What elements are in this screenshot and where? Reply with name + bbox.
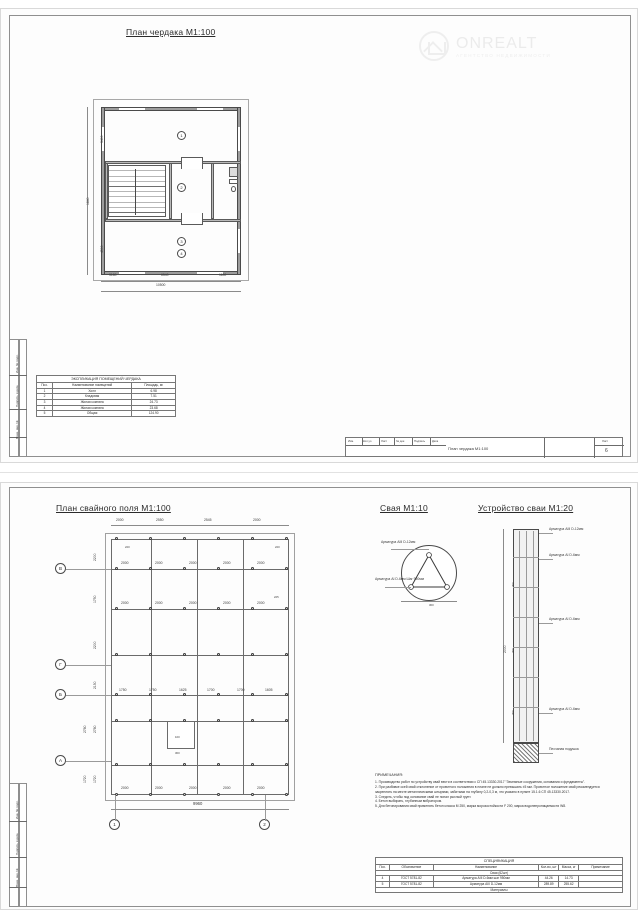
pile-marker — [149, 653, 152, 656]
pile-marker — [149, 567, 152, 570]
dim-r2-1: 2000 — [155, 601, 163, 605]
notes-title: ПРИМЕЧАНИЯ: — [375, 773, 404, 777]
dim-r3-3: 1700 — [207, 688, 215, 692]
dim-left-7: 1720 — [93, 775, 97, 783]
stamp-div-4 — [346, 445, 446, 446]
note-item-4: 4. Бетон выбирать, глубинным вибратором. — [375, 799, 442, 804]
dim-r1-2: 2000 — [189, 561, 197, 565]
s2-strip-div-b — [9, 857, 27, 858]
spec-cell-designation: ГОСТ 5781-82 — [389, 881, 433, 887]
small-mark-0: 220 — [125, 545, 130, 549]
pile-marker — [149, 607, 152, 610]
device-dim-1: 400 — [511, 582, 515, 587]
stamp-c4 — [412, 438, 413, 445]
cell-area: 6.98 — [132, 388, 176, 394]
stair-treads — [109, 166, 165, 216]
spec-footer-row — [376, 887, 623, 893]
stamp-col-3: № док. — [396, 439, 405, 443]
pile-marker — [251, 653, 254, 656]
pile-marker — [115, 653, 118, 656]
dim-top-2: 2545 — [204, 518, 212, 522]
dim-r3-0: 1750 — [119, 688, 127, 692]
s2-strip-div-c — [9, 887, 27, 888]
small-mark-3: 100 — [175, 735, 180, 739]
pile-plan-grid — [111, 539, 289, 795]
pile-marker — [115, 719, 118, 722]
spec-cell-pos: 4 — [376, 876, 390, 882]
spec-cell-mass: 255.62 — [559, 881, 579, 887]
sand-cushion — [513, 743, 539, 763]
pile-marker — [251, 793, 254, 796]
window-right-2 — [237, 229, 241, 253]
room-number-2: 2 — [177, 183, 186, 192]
partition-v1 — [169, 163, 172, 219]
spec-col-designation: Обозначение — [389, 865, 433, 871]
spec-cell-qty: 44.26 — [539, 876, 559, 882]
pile-marker — [285, 653, 288, 656]
rebar-line-3 — [533, 531, 534, 741]
stirrup — [513, 617, 539, 618]
pile-marker — [285, 693, 288, 696]
attic-room-schedule — [36, 375, 176, 417]
pile-marker — [183, 719, 186, 722]
dim-top-1: 2550 — [156, 518, 164, 522]
dim-bottom-line — [111, 809, 289, 810]
stamp-sheet-title: План чердака М1:100 — [448, 446, 489, 451]
spec-col-qty: Кол-во, шт — [539, 865, 559, 871]
dev-leader-3 — [539, 713, 553, 714]
axis-leader-2 — [265, 795, 266, 821]
pile-marker — [115, 763, 118, 766]
pile-label-3: 300 — [429, 603, 434, 607]
room-number-1: 1 — [177, 131, 186, 140]
axis-circle-g: Г — [55, 659, 66, 670]
fixture-block — [229, 167, 238, 177]
col-area: Площадь, м² — [132, 383, 176, 389]
spec-cell-designation: ГОСТ 5781-82 — [389, 876, 433, 882]
partition-h1 — [105, 161, 241, 164]
dim-r1-3: 2000 — [223, 561, 231, 565]
dim-r4-3: 2000 — [223, 786, 231, 790]
cell-pos: 2 — [37, 394, 53, 400]
cell-pos: 5 — [37, 411, 53, 417]
pile-dim-line — [401, 601, 457, 602]
sheet1-title: План чердака М1:100 — [126, 27, 216, 37]
pile-marker — [251, 763, 254, 766]
specification-title: СПЕЦИФИКАЦИЯ — [375, 857, 623, 864]
dim-r4-0: 2000 — [121, 786, 129, 790]
sheet2-pile-title: Свая М1:10 — [380, 503, 428, 513]
device-dim-3: 300 — [511, 710, 515, 715]
stirrup — [513, 647, 539, 648]
pile-marker — [217, 607, 220, 610]
stirrup — [513, 677, 539, 678]
sheet2-margin-label-2: Инв. № подл. — [15, 800, 19, 819]
sheet-attic-plan — [0, 8, 638, 463]
sheet1-margin-label-1: Подпись и дата — [15, 385, 19, 407]
note-item-1: 1. Производство работ по устройству свай вести в соответствии с СП 45.13330.2017 "Земляные сооружения, основания и фундаменты". — [375, 779, 586, 784]
corridor-niche-2 — [181, 213, 203, 225]
small-mark-2: 225 — [274, 595, 279, 599]
axis-leader-b — [66, 695, 111, 696]
dim-left-2: 1840 — [86, 197, 90, 205]
dim-r3-5: 1605 — [265, 688, 273, 692]
fixture-block-2 — [229, 179, 238, 184]
pile-marker — [285, 567, 288, 570]
pile-marker — [285, 537, 288, 540]
spec-footer-label: Материалы — [376, 887, 623, 893]
dim-top-3: 2000 — [253, 518, 261, 522]
axis-circle-a: А — [55, 755, 66, 766]
dim-bottom-1: 3180 — [109, 273, 117, 277]
spec-cell-name: Арматура АIII D-6мм шаг 950мм — [433, 876, 538, 882]
window-top-2 — [197, 107, 223, 111]
dim-bottom-2: 6540 — [161, 273, 169, 277]
spec-cell-name: Арматура АIII D-12мм — [433, 881, 538, 887]
pile-col-line-1 — [151, 539, 152, 795]
sheet2-margin-label-0: Взам. инв. № — [15, 868, 19, 887]
stamp-col-4: Подпись — [414, 439, 426, 443]
small-mark-4: 300 — [175, 751, 180, 755]
pile-marker — [115, 693, 118, 696]
sheet2-device-title: Устройство сваи М1:20 — [478, 503, 574, 513]
dim-overall-width: 10500 — [156, 283, 166, 287]
spec-group-label: Свая (62шт) — [376, 870, 623, 876]
device-dim-2: 300 — [511, 648, 515, 653]
cell-area: 24.73 — [132, 399, 176, 405]
dim-left-5: 2780 — [93, 725, 97, 733]
pile-marker — [285, 607, 288, 610]
stamp-c5 — [430, 438, 431, 445]
pile-marker — [251, 537, 254, 540]
small-mark-1: 220 — [275, 545, 280, 549]
pile-marker — [217, 693, 220, 696]
pile-marker — [251, 693, 254, 696]
dev-leader-2 — [539, 623, 553, 624]
dim-bottom-3: 1180 — [219, 273, 227, 277]
sheet2-margin-strip-2 — [19, 783, 27, 907]
table-row — [37, 411, 176, 417]
spec-cell-pos: 5 — [376, 881, 390, 887]
pile-marker — [183, 693, 186, 696]
rebar-line-2 — [526, 531, 527, 741]
axis-circle-2: 2 — [259, 819, 270, 830]
stamp-c2 — [379, 438, 380, 445]
device-label-1: Арматура АI D-6мм — [549, 553, 580, 557]
fixture-sink — [231, 186, 236, 192]
strip-div-b — [9, 409, 27, 410]
dim-left-2: 2200 — [93, 641, 97, 649]
pile-marker — [115, 537, 118, 540]
dim-left-3: 4500 — [100, 245, 104, 253]
dim-left-6: 1720 — [83, 775, 87, 783]
stamp-div-1 — [544, 438, 545, 458]
pile-marker — [217, 567, 220, 570]
spec-col-note: Примечание — [579, 865, 623, 871]
dim-r3-4: 1700 — [237, 688, 245, 692]
spec-col-mass: Масса, кг — [559, 865, 579, 871]
dim-left-3: 2150 — [93, 681, 97, 689]
dim-r4-2: 2000 — [189, 786, 197, 790]
stair-center-line — [135, 169, 136, 215]
device-label-4: Песчаная подушка — [549, 747, 579, 751]
partition-h2 — [105, 219, 241, 222]
dim-line-bottom-2 — [101, 281, 241, 282]
sheet-separator — [0, 472, 638, 473]
dim-top-0: 2000 — [116, 518, 124, 522]
axis-circle-1: 1 — [109, 819, 120, 830]
dim-left-4: 2780 — [83, 725, 87, 733]
sheet-pile-field — [0, 482, 638, 910]
device-dim-line — [503, 529, 504, 743]
dim-line-left — [87, 107, 88, 275]
pile-marker — [149, 693, 152, 696]
pile-row-line-1 — [111, 569, 289, 570]
spec-cell-qty: 289.89 — [539, 881, 559, 887]
axis-leader-v — [66, 569, 111, 570]
note-item-3: 3. Следить, чтобы под основание свай не попал рыхлый грунт. — [375, 794, 472, 799]
spec-cell-mass: 14.73 — [559, 876, 579, 882]
pile-marker — [251, 607, 254, 610]
dev-leader-1 — [539, 559, 553, 560]
axis-circle-b: Б — [55, 689, 66, 700]
dim-r2-0: 2000 — [121, 601, 129, 605]
cell-area: 23.68 — [132, 405, 176, 411]
stamp-col-2: Лист — [381, 439, 388, 443]
pile-marker — [217, 537, 220, 540]
dim-left-0: 2200 — [93, 553, 97, 561]
pile-marker — [183, 653, 186, 656]
cell-area: 7.51 — [132, 394, 176, 400]
room-number-4: 4 — [177, 249, 186, 258]
s2-strip-div-a — [9, 821, 27, 822]
dim-r3-2: 1625 — [179, 688, 187, 692]
dim-left-1: 3400 — [100, 135, 104, 143]
stamp-c3 — [394, 438, 395, 445]
spec-col-pos: Поз. — [376, 865, 390, 871]
room-number-3: 3 — [177, 237, 186, 246]
notes-block — [375, 773, 610, 809]
pile-marker — [217, 719, 220, 722]
stamp-div-2 — [594, 438, 595, 458]
pile-row-line-4 — [111, 695, 289, 696]
pile-marker — [285, 793, 288, 796]
axis-leader-g — [66, 665, 111, 666]
pile-marker — [217, 653, 220, 656]
pile-marker — [183, 763, 186, 766]
cell-area: 124.90 — [132, 411, 176, 417]
spec-col-name: Наименование — [433, 865, 538, 871]
dev-leader-4 — [539, 753, 553, 754]
window-right-1 — [237, 127, 241, 151]
cell-pos: 1 — [37, 388, 53, 394]
cell-pos: 4 — [37, 405, 53, 411]
dim-r1-4: 2000 — [257, 561, 265, 565]
pile-row-line-3 — [111, 655, 289, 656]
stamp-col-1: Кол.уч. — [363, 439, 373, 443]
col-pos: Поз. — [37, 383, 53, 389]
dim-left-1: 1750 — [93, 595, 97, 603]
strip-div-a — [9, 375, 27, 376]
pile-marker — [115, 567, 118, 570]
device-label-2: Арматура АI D-6мм — [549, 617, 580, 621]
dim-top-chain — [111, 525, 289, 526]
partition-v2 — [211, 163, 214, 219]
window-top-1 — [119, 107, 145, 111]
pile-marker — [183, 537, 186, 540]
pile-marker — [251, 719, 254, 722]
watermark-brand: ONREALT — [456, 34, 538, 52]
pile-marker — [251, 567, 254, 570]
stamp-sheet-label: Лист — [602, 439, 609, 443]
cell-name: Кладовая — [52, 394, 131, 400]
title-stamp — [345, 437, 623, 457]
staircase — [108, 165, 166, 217]
stamp-div-3 — [594, 445, 624, 446]
pile-marker — [217, 763, 220, 766]
pile-marker — [149, 719, 152, 722]
pile-marker — [183, 793, 186, 796]
pile-marker — [285, 719, 288, 722]
corridor-niche — [181, 157, 203, 169]
device-label-0: Арматура АIII D-12мм — [549, 527, 584, 531]
pile-row-line-5 — [111, 721, 289, 722]
stirrup — [513, 707, 539, 708]
device-dim-0: 2000 — [503, 645, 507, 653]
pile-marker — [149, 537, 152, 540]
pile-marker — [183, 567, 186, 570]
inner-room-outline — [167, 721, 195, 749]
dim-r3-1: 1750 — [149, 688, 157, 692]
stamp-col-0: Изм. — [348, 439, 354, 443]
dim-bottom-overall: 9960 — [193, 801, 203, 806]
stamp-sheet-number: 6 — [605, 448, 608, 454]
window-bottom-1 — [119, 271, 145, 275]
dim-r2-2: 2000 — [189, 601, 197, 605]
dim-r1-0: 2000 — [121, 561, 129, 565]
pile-col-line-2 — [197, 539, 198, 795]
dev-leader-0 — [539, 533, 553, 534]
dim-line-bottom — [101, 291, 241, 292]
stirrup — [513, 587, 539, 588]
cell-name: Холл — [52, 388, 131, 394]
attic-room-schedule-title: ЭКСПЛИКАЦИЯ ПОМЕЩЕНИЙ ЧЕРДАКА — [36, 375, 176, 382]
pile-marker — [115, 607, 118, 610]
pile-marker — [217, 793, 220, 796]
note-item-2: 2. При разбивке осей свай отклонение от проектного положения в плане не должно превышать ±5 мм. Проектное положение свай рекомендуется закреплять на месте металлическими штырями, забитыми на глубину 0,2-0,3 м, что указано в пункте 15.1.6 СП 45.13330.2017. — [375, 784, 600, 794]
pile-label-2: Арматура АI D-6мм Шаг 950мм — [375, 577, 424, 581]
sheet2-margin-label-1: Подпись и дата — [15, 833, 19, 855]
rebar-line-1 — [519, 531, 520, 741]
stirrup — [513, 557, 539, 558]
pile-specification-table — [375, 857, 623, 893]
sheet1-margin-strip-2 — [19, 339, 27, 457]
cell-name: Жилая комната — [52, 405, 131, 411]
rebar-triangle — [401, 545, 457, 601]
cell-name: Жилая комната — [52, 399, 131, 405]
col-name: Наименование помещений — [52, 383, 131, 389]
device-label-3: Арматура АI D-6мм — [549, 707, 580, 711]
axis-circle-v: В — [55, 563, 66, 574]
pile-row-line-6 — [111, 765, 289, 766]
sheet1-margin-label-2: Инв. № подл. — [15, 354, 19, 373]
dim-r2-3: 2000 — [223, 601, 231, 605]
pile-marker — [285, 763, 288, 766]
pile-col-line-3 — [243, 539, 244, 795]
leader-a1 — [385, 587, 411, 588]
note-item-5: 5. Для бетонирования свай применять бетон класса М 250, марка морозостойкости F 200, марка водонепроницаемости W8. — [375, 804, 566, 809]
dim-r2-4: 2000 — [257, 601, 265, 605]
stamp-col-5: Дата — [432, 439, 439, 443]
pile-marker — [149, 763, 152, 766]
axis-leader-1 — [115, 795, 116, 821]
dim-r1-1: 2000 — [155, 561, 163, 565]
pile-marker — [183, 607, 186, 610]
cell-name: Общая — [52, 411, 131, 417]
dim-r4-1: 2000 — [155, 786, 163, 790]
sheet1-margin-label-0: Взам. инв. № — [15, 420, 19, 439]
pile-label-0: Арматура АIII D-12мм — [381, 540, 416, 544]
dim-r4-4: 2000 — [257, 786, 265, 790]
pile-marker — [149, 793, 152, 796]
watermark-tagline: АГЕНТСТВО НЕДВИЖИМОСТИ — [456, 52, 551, 58]
cell-pos: 3 — [37, 399, 53, 405]
leader-a3 — [391, 549, 429, 550]
sheet2-plan-title: План свайного поля М1:100 — [56, 503, 171, 513]
axis-leader-a — [66, 761, 111, 762]
pile-row-line-2 — [111, 609, 289, 610]
